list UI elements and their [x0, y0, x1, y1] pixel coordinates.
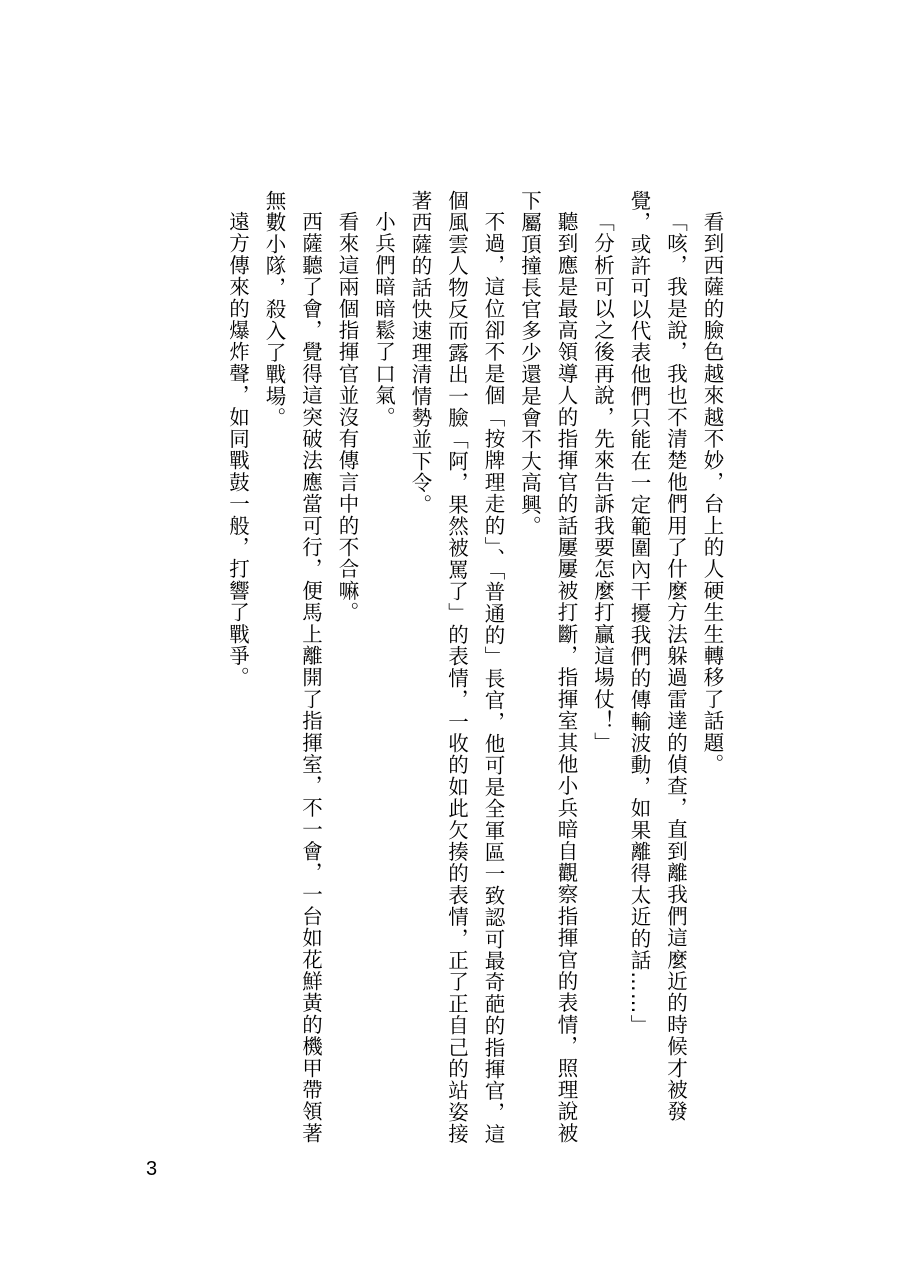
paragraph: 「分析可以之後再說，先來告訴我要怎麼打贏這場仗！」 [590, 210, 615, 753]
paragraph: 看來這兩個指揮官並沒有傳言中的不合嘛。 [335, 210, 359, 623]
paragraph: 不過，這位卻不是個「按牌理走的」、「普通的」長官，他可是全軍區一致認可最奇葩的指揮官，這個風雲人物反而露出一臉「阿，果然被罵了」的表情，一收的如此欠揍的表情，正了正自己的站姿接著西薩的話快速理清情勢並下令。 [408, 190, 505, 1145]
vertical-text-body [210, 190, 730, 1150]
paragraph: 遠方傳來的爆炸聲，如同戰鼓一般，打響了戰爭。 [225, 210, 250, 688]
paragraph: 聽到應是最高領導人的指揮官的話屢屢被打斷，指揮室其他小兵暗自觀察指揮官的表情，照理說被下屬頂撞長官多少還是會不大高興。 [517, 190, 578, 1144]
paragraph: 看到西薩的臉色越來越不妙，台上的人硬生生轉移了話題。 [700, 210, 724, 775]
paragraph: 「咳，我是說，我也不清楚他們用了什麼方法躲過雷達的偵查，直到離我們這麼近的時候才被發覺，或許可以代表他們只能在一定範圍內干擾我們的傳輸波動，如果離得太近的話……」 [627, 190, 688, 1122]
paragraph: 小兵們暗暗鬆了口氣。 [371, 210, 396, 428]
paragraph: 西薩聽了會，覺得這突破法應當可行，便馬上離開了指揮室，不一會，一台如花鮮黃的機甲帶領著無數小隊，殺入了戰場。 [262, 190, 323, 1144]
page-number: 3 [146, 1158, 158, 1180]
